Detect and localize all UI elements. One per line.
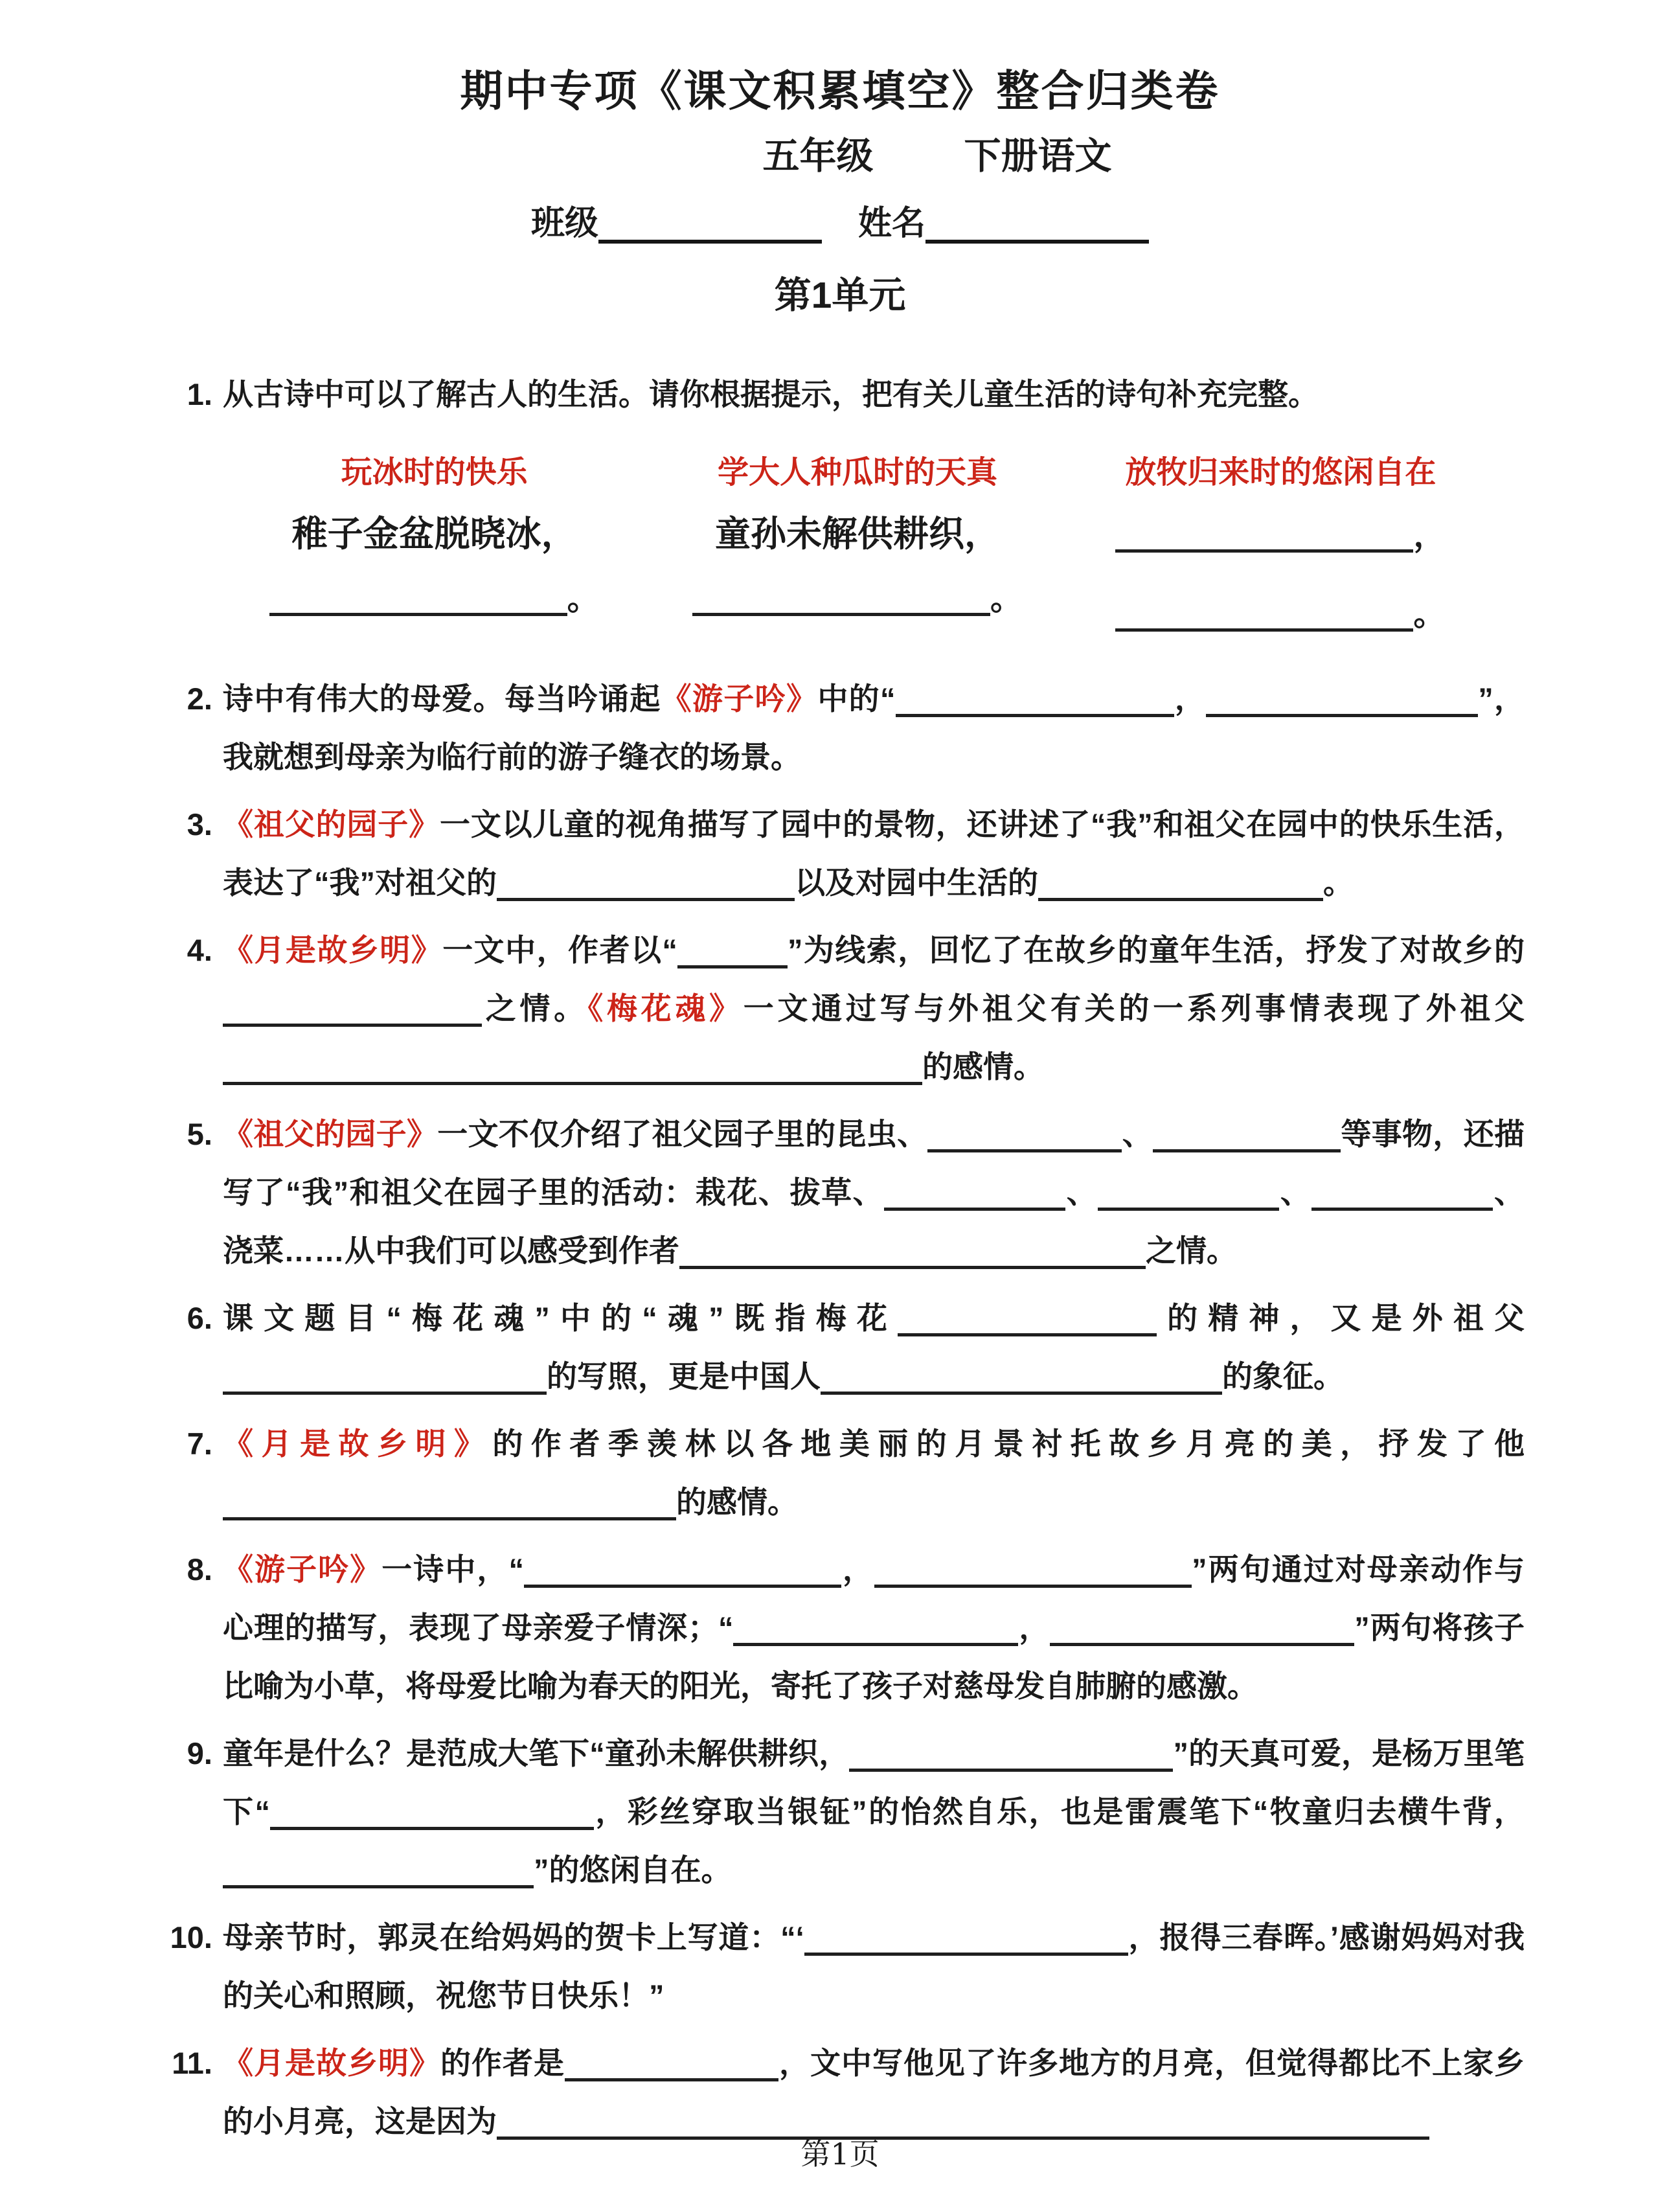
book-title-red: 《月是故乡明》: [223, 1426, 493, 1461]
blank-line: [1050, 1635, 1354, 1646]
poem-answer-row: [646, 579, 1069, 618]
book-title-red: 《祖父的园子》: [223, 807, 440, 842]
questions-area: [155, 365, 1525, 2151]
blank-line: [1098, 1200, 1279, 1211]
question-body: 从古诗中可以了解古人的生活。请你根据提示，把有关儿童生活的诗句补充完整。: [223, 377, 1319, 411]
blank-line: [1115, 542, 1413, 553]
question-number: 1.: [187, 377, 212, 411]
poem-hint-table: [223, 452, 1492, 634]
name-blank-line: [925, 231, 1149, 244]
question-text: ”的天真可爱，是杨万里笔下“: [223, 1736, 1525, 1829]
subtitle-book: 下册语文: [964, 135, 1112, 177]
book-title-red: 《祖父的园子》: [223, 1117, 438, 1151]
blank-line: [898, 1325, 1157, 1336]
question-row-4: [155, 921, 1525, 1096]
question-body: [223, 1541, 1525, 1715]
question-row-6: [155, 1289, 1525, 1406]
blank-line: [223, 1016, 482, 1027]
class-blank-line: [598, 231, 822, 244]
book-title-red: 《月是故乡明》: [223, 933, 443, 967]
punctuation: 。: [1413, 596, 1446, 632]
question-text: 一文不仅介绍了祖父园子里的昆虫、: [437, 1117, 928, 1151]
poem-hint-red: 玩冰时的快乐: [341, 455, 528, 490]
question-text: 一文中，作者以“: [442, 933, 677, 967]
question-number: 7.: [187, 1426, 212, 1461]
question-number: 8.: [187, 1552, 212, 1587]
blank-line: [821, 1384, 1222, 1395]
question-text: 的精神，又是外祖父: [1157, 1301, 1525, 1335]
question-text: 的作者是: [440, 2046, 565, 2080]
question-number: 9.: [187, 1736, 212, 1770]
question-body: [223, 1415, 1525, 1531]
poem-answer-row: [1069, 516, 1492, 555]
question-number: 5.: [187, 1117, 212, 1151]
page-subtitle: [155, 133, 1525, 179]
blank-line: [269, 605, 567, 616]
page-title: 期中专项《课文积累填空》整合归类卷: [460, 67, 1220, 115]
question-row-3: [155, 796, 1525, 912]
question-text: 诗中有伟大的母爱。每当吟诵起: [223, 682, 661, 716]
blank-line: [1153, 1141, 1341, 1152]
question-row-2: [155, 670, 1525, 786]
question-text: 的写照，更是中国人: [547, 1359, 821, 1393]
name-label: 姓名: [858, 205, 926, 242]
section-title: 第1单元: [774, 275, 906, 316]
punctuation: ，: [1413, 517, 1446, 553]
question-text: 、: [1279, 1175, 1312, 1209]
poem-line: 童孙未解供耕织，: [714, 512, 1000, 555]
blank-line: [565, 2070, 778, 2081]
blank-line: [270, 1819, 594, 1830]
question-list: [155, 670, 1525, 2151]
question-text: 一文以儿童的视角描写了园中的景物，还讲述了“我”和祖父在园中的快乐生活，表达了“我”对祖父的: [223, 807, 1525, 900]
blank-line: [223, 1074, 922, 1085]
question-text: 等事物，还描写了“我”和祖父在园子里的活动：栽花、拔草、: [223, 1117, 1525, 1209]
question-text: 课文题目“梅花魂”中的“魂”既指梅花: [223, 1301, 898, 1335]
question-body: [223, 1724, 1525, 1899]
class-label: 班级: [530, 205, 598, 242]
page-footer: 第1页: [800, 2137, 880, 2171]
question-body: [223, 1105, 1525, 1280]
blank-line: [524, 1577, 841, 1588]
punctuation: 。: [567, 580, 600, 617]
question-row-1: [155, 365, 1525, 424]
question-text: 。: [1323, 865, 1354, 900]
poem-line: 稚子金盆脱晓冰，: [291, 512, 577, 555]
book-title-red: 《月是故乡明》: [223, 2046, 440, 2080]
question-number: 6.: [187, 1301, 212, 1335]
question-body: [223, 1908, 1525, 2025]
punctuation: 。: [990, 580, 1023, 617]
question-text: 以及对园中生活的: [795, 865, 1038, 900]
question-text: ”的悠闲自在。: [534, 1853, 732, 1887]
poem-hint-red: 学大人种瓜时的天真: [717, 455, 997, 490]
blank-line: [733, 1635, 1018, 1646]
question-text: ，报得三春晖。’感谢妈妈对我的关心和照顾，祝您节日快乐！”: [223, 1920, 1525, 2013]
question-number: 10.: [170, 1920, 212, 1954]
question-row-10: [155, 1908, 1525, 2025]
book-title-red: 《梅花魂》: [587, 991, 744, 1025]
blank-line: [849, 1761, 1173, 1772]
question-body: [223, 796, 1525, 912]
question-row-5: [155, 1105, 1525, 1280]
poem-column-2: [646, 452, 1069, 634]
question-text: 的象征。: [1222, 1359, 1344, 1393]
poem-column-3: [1069, 452, 1492, 634]
poem-answer-row: [1069, 595, 1492, 634]
blank-line: [1206, 706, 1478, 717]
question-body: [223, 1289, 1525, 1406]
question-text: 的感情。: [676, 1485, 798, 1519]
question-text: 之情。: [482, 991, 588, 1025]
question-number: 4.: [187, 933, 212, 967]
blank-line: [804, 1945, 1128, 1956]
question-text: ，文中写他见了许多地方的月亮，但觉得都比不上家乡的小月亮，这是因为: [223, 2046, 1525, 2138]
blank-line: [927, 1141, 1122, 1152]
blank-line: [223, 1384, 547, 1395]
book-title-red: 《游子吟》: [661, 682, 818, 716]
blank-line: [497, 890, 795, 901]
blank-line: [223, 1509, 676, 1520]
question-text: 之情。: [1146, 1233, 1237, 1268]
blank-line: [884, 1200, 1065, 1211]
blank-line: [874, 1577, 1192, 1588]
question-row-9: [155, 1724, 1525, 1899]
question-text: ，: [1018, 1610, 1050, 1645]
question-text: ”两句将孩子比喻为小草，将母爱比喻为春天的阳光，寄托了孩子对慈母发自肺腑的感激。: [223, 1610, 1525, 1703]
question-text: 的感情。: [922, 1049, 1044, 1084]
question-text: 一诗中，“: [381, 1552, 524, 1587]
question-body: [223, 921, 1525, 1096]
question-body: [223, 670, 1525, 786]
question-text: 一文通过写与外祖父有关的一系列事情表现了外祖父: [743, 991, 1525, 1025]
question-number: 11.: [172, 2046, 212, 2080]
blank-line: [679, 1258, 1146, 1269]
book-title-red: 《游子吟》: [223, 1552, 382, 1587]
question-text: 中的“: [817, 682, 896, 716]
question-text: ”为线索，回忆了在故乡的童年生活，抒发了对故乡的: [787, 933, 1525, 967]
poem-column-1: [223, 452, 646, 634]
blank-line: [1115, 621, 1413, 632]
question-text: 母亲节时，郭灵在给妈妈的贺卡上写道：“‘: [223, 1920, 804, 1954]
poem-hint-red: 放牧归来时的悠闲自在: [1125, 455, 1436, 490]
subtitle-grade: 五年级: [762, 135, 874, 177]
blank-line: [692, 605, 990, 616]
blank-line: [1038, 890, 1323, 901]
question-text: 童年是什么？是范成大笔下“童孙未解供耕织，: [223, 1736, 850, 1770]
question-text: ，: [841, 1552, 875, 1587]
blank-line: [223, 1877, 534, 1888]
question-text: 、: [1065, 1175, 1098, 1209]
question-text: 、: [1122, 1117, 1153, 1151]
question-row-8: [155, 1541, 1525, 1715]
question-text: 、浇菜……从中我们可以感受到作者: [223, 1175, 1525, 1268]
question-text: ，: [1174, 682, 1207, 716]
question-number: 3.: [187, 807, 212, 842]
question-row-7: [155, 1415, 1525, 1531]
blank-line: [896, 706, 1174, 717]
class-name-line: [155, 201, 1525, 246]
question-text: 的作者季羡林以各地美丽的月景衬托故乡月亮的美，抒发了他: [492, 1426, 1525, 1461]
question-text: ”，我就想到母亲为临行前的游子缝衣的场景。: [223, 682, 1525, 774]
blank-line: [677, 957, 788, 968]
question-text: ”两句通过对母亲动作与心理的描写，表现了母亲爱子情深；“: [223, 1552, 1525, 1645]
blank-line: [1311, 1200, 1493, 1211]
question-text: ，彩丝穿取当银钲”的怡然自乐，也是雷震笔下“牧童归去横牛背，: [593, 1794, 1525, 1829]
question-number: 2.: [187, 682, 212, 716]
poem-answer-row: [223, 579, 646, 618]
